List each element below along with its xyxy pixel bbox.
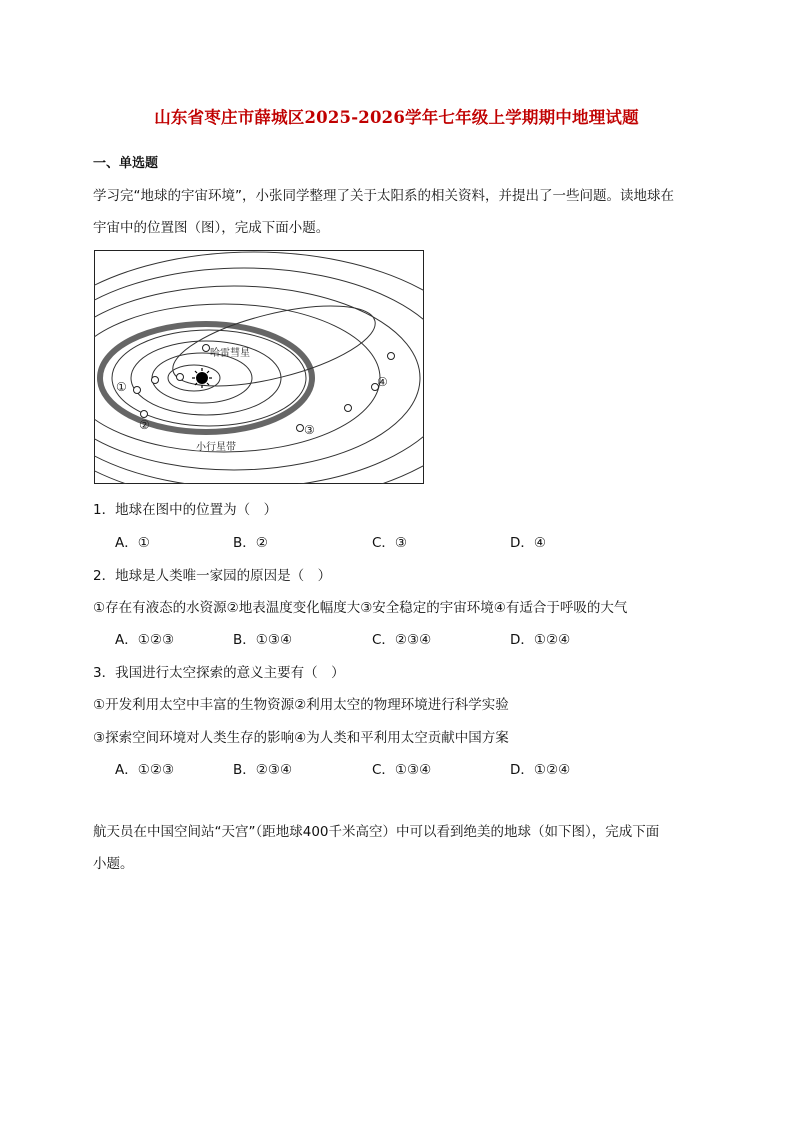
planet-marker [297, 425, 304, 432]
planet-marker [141, 411, 148, 418]
marker-3-label: ③ [304, 423, 315, 437]
q1-option-c[interactable]: C．③ [372, 535, 408, 551]
planet-marker [134, 387, 141, 394]
q2-option-c[interactable]: C．②③④ [372, 632, 432, 648]
question-1-stem: 1．地球在图中的位置为（ ） [93, 502, 278, 518]
intro-line-1: 学习完“地球的宇宙环境”，小张同学整理了关于太阳系的相关资料，并提出了一些问题。读地球在 [93, 188, 674, 204]
q2-option-b[interactable]: B．①③④ [233, 632, 293, 648]
question-2-statement: ①存在有液态的水资源②地表温度变化幅度大③安全稳定的宇宙环境④有适合于呼吸的大气 [93, 600, 628, 616]
q3-option-a[interactable]: A．①②③ [115, 762, 175, 778]
q2-option-d[interactable]: D．①②④ [510, 632, 571, 648]
marker-4-label: ④ [377, 375, 388, 389]
question-3-statement-1: ①开发利用太空中丰富的生物资源②利用太空的物理环境进行科学实验 [93, 697, 509, 713]
planet-marker [388, 353, 395, 360]
q1-option-d[interactable]: D．④ [510, 535, 546, 551]
marker-2-label: ② [139, 418, 150, 432]
planet-marker [345, 405, 352, 412]
q3-option-d[interactable]: D．①②④ [510, 762, 571, 778]
section-heading: 一、单选题 [93, 156, 159, 171]
planet-marker [152, 377, 159, 384]
intro2-line-1: 航天员在中国空间站“天宫”（距地球400千米高空）中可以看到绝美的地球（如下图），完成下面 [93, 824, 660, 840]
marker-1-label: ① [116, 380, 127, 394]
page-title: 山东省枣庄市薛城区2025-2026学年七年级上学期期中地理试题 [154, 108, 639, 127]
planet-marker [177, 374, 184, 381]
q1-option-a[interactable]: A．① [115, 535, 150, 551]
q2-option-a[interactable]: A．①②③ [115, 632, 175, 648]
question-3-stem: 3．我国进行太空探索的意义主要有（ ） [93, 665, 345, 681]
question-3-statement-2: ③探索空间环境对人类生存的影响④为人类和平利用太空贡献中国方案 [93, 730, 509, 746]
belt-label: 小行星带 [196, 442, 236, 453]
q1-option-b[interactable]: B．② [233, 535, 268, 551]
sun-icon [192, 368, 212, 388]
q3-option-c[interactable]: C．①③④ [372, 762, 432, 778]
question-2-stem: 2．地球是人类唯一家园的原因是（ ） [93, 568, 332, 584]
solar-system-figure [94, 250, 424, 484]
comet-marker [203, 345, 210, 352]
intro-line-2: 宇宙中的位置图（图），完成下面小题。 [93, 220, 330, 236]
figure-frame [95, 251, 424, 484]
q3-option-b[interactable]: B．②③④ [233, 762, 293, 778]
comet-label: 哈雷彗星 [210, 348, 250, 359]
intro2-line-2: 小题。 [93, 856, 134, 872]
